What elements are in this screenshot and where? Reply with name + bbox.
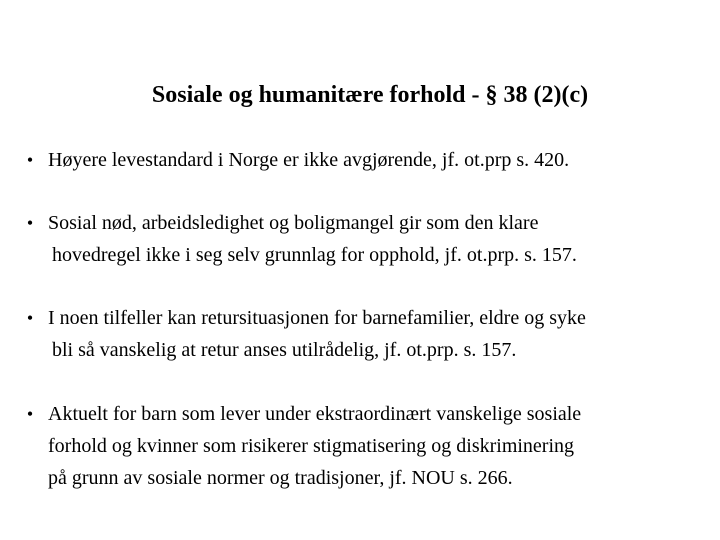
bullet-dot-icon: • — [26, 308, 34, 328]
bullet-dot-icon: • — [26, 213, 34, 233]
bullet-item-4 — [20, 398, 710, 494]
bullet-item-2 — [20, 207, 710, 271]
bullet-text-line: forhold og kvinner som risikerer stigmatisering og diskriminering — [48, 435, 575, 457]
bullet-text-line: Høyere levestandard i Norge er ikke avgjørende, jf. ot.prp s. 420. — [48, 149, 570, 171]
bullet-text-line: I noen tilfeller kan retursituasjonen for barnefamilier, eldre og syke — [48, 307, 586, 329]
bullet-text-line: Sosial nød, arbeidsledighet og boligmangel gir som den klare — [48, 212, 539, 234]
bullet-dot-icon: • — [26, 404, 34, 424]
bullet-text-line: Aktuelt for barn som lever under ekstraordinært vanskelige sosiale — [48, 403, 582, 425]
slide-title: Sosiale og humanitære forhold - § 38 (2)(c) — [151, 82, 589, 108]
bullet-text-line: bli så vanskelig at retur anses utilrådelig, jf. ot.prp. s. 157. — [52, 339, 517, 361]
bullet-item-1 — [20, 144, 710, 176]
bullet-item-3 — [20, 302, 710, 366]
bullet-text-line: hovedregel ikke i seg selv grunnlag for opphold, jf. ot.prp. s. 157. — [52, 244, 577, 266]
bullet-text-line: på grunn av sosiale normer og tradisjoner, jf. NOU s. 266. — [48, 467, 513, 489]
bullet-dot-icon: • — [26, 150, 34, 170]
